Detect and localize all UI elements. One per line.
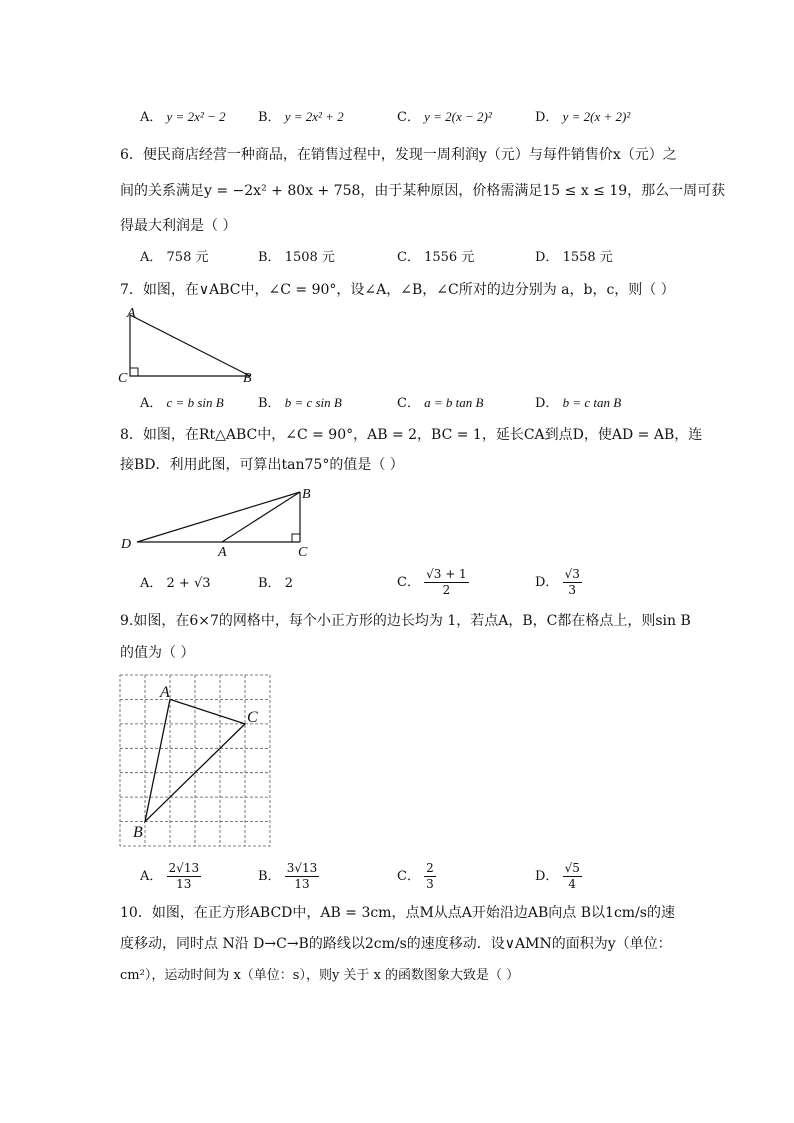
q5-option-a: A． y = 2x² − 2: [140, 109, 226, 125]
q10-line-3: cm²），运动时间为 x（单位：s），则y 关于 x 的函数图象大致是（ ）: [120, 968, 520, 983]
q9-grid: [120, 675, 270, 846]
q8-label-c: C: [298, 545, 308, 560]
q10-line-1: 10．如图，在正方形ABCD中，AB = 3cm，点M从点A开始沿边AB向点 B以1cm/s的速: [120, 905, 675, 921]
q9-option-b: B． $\frac{3√13}{13}$: [258, 861, 318, 891]
q8-segment-ab: [222, 492, 300, 542]
q6-option-a: A． 758 元: [140, 250, 209, 265]
q9-label-a: A: [160, 684, 170, 701]
q7-option-c: C． a = b tan B: [397, 395, 484, 411]
q9-option-a: A． $\frac{2√13}{13}$: [140, 861, 200, 891]
q8-option-a: A． 2 + √3: [140, 576, 211, 591]
q8-option-d: D． $\frac{√3}{3}$: [535, 567, 580, 597]
q8-segment-db: [137, 492, 300, 542]
q6-line-2: 间的关系满足y = −2x² + 80x + 758，由于某种原因，价格需满足15 ≤ x ≤ 19，那么一周可获: [120, 183, 726, 199]
q7-label-b: B: [243, 371, 252, 386]
q8-option-c: C． $\frac{√3 + 1}{2}$: [397, 567, 467, 597]
q5-option-c: C． y = 2(x − 2)²: [397, 109, 492, 125]
q7-label-a: A: [127, 306, 136, 321]
q6-option-c: C． 1556 元: [397, 250, 475, 265]
q7-triangle: [130, 315, 250, 376]
q8-right-angle-mark: [292, 534, 300, 542]
q7-triangle-figure: [115, 305, 275, 385]
q9-grid-figure: [120, 675, 280, 855]
q8-label-b: B: [302, 487, 311, 502]
q8-label-d: D: [121, 537, 132, 552]
q7-right-angle-mark: [130, 368, 138, 376]
q9-label-c: C: [247, 709, 258, 726]
q8-option-b: B． 2: [258, 576, 293, 591]
q7-option-a: A． c = b sin B: [140, 395, 224, 411]
q8-line-1: 8．如图，在Rt△ABC中，∠C = 90°，AB = 2，BC = 1，延长CA到点D，使AD = AB，连: [120, 427, 703, 443]
q8-line-2: 接BD．利用此图，可算出tan75°的值是（ ）: [120, 457, 404, 473]
q7-label-c: C: [118, 371, 128, 386]
q9-label-b: B: [133, 824, 143, 841]
q9-line-1: 9.如图，在6×7的网格中，每个小正方形的边长均为 1，若点A，B，C都在格点上，则sin B: [120, 613, 691, 629]
q8-label-a: A: [218, 545, 227, 560]
q5-option-b: B． y = 2x² + 2: [258, 109, 344, 125]
q9-line-2: 的值为（ ）: [120, 645, 195, 661]
q9-option-c: C． $\frac{2}{3}$: [397, 861, 434, 891]
q9-option-d: D． $\frac{√5}{4}$: [535, 861, 580, 891]
q5-option-d: D． y = 2(x + 2)²: [535, 109, 631, 125]
q6-line-1: 6．便民商店经营一种商品，在销售过程中，发现一周利润y（元）与每件销售价x（元）之: [120, 147, 677, 163]
q10-line-2: 度移动，同时点 N沿 D→C→B的路线以2cm/s的速度移动．设∨AMN的面积为y（单位：: [120, 936, 672, 952]
q8-triangle-figure: [115, 485, 325, 560]
q7-option-b: B． b = c sin B: [258, 395, 342, 411]
q6-option-d: D． 1558 元: [535, 250, 613, 265]
q7-line-1: 7．如图，在∨ABC中，∠C = 90°，设∠A，∠B，∠C所对的边分别为 a，b，c，则（ ）: [120, 282, 675, 298]
q6-option-b: B． 1508 元: [258, 250, 335, 265]
q7-option-d: D． b = c tan B: [535, 395, 622, 411]
q6-line-3: 得最大利润是（ ）: [120, 218, 237, 234]
